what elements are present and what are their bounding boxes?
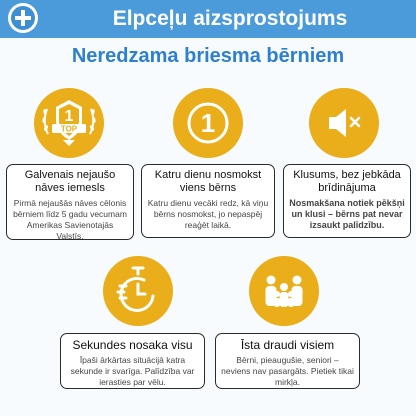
mute-speaker-icon (309, 88, 379, 158)
card-title: Katru dienu nosmokst viens bērns (154, 169, 262, 194)
card-body: Pirmā nejaušās nāves cēlonis bērniem līdz 5 gadu vecumam Amerikas Savienotajās Valstīs. (13, 198, 127, 241)
info-card-threat (215, 333, 360, 389)
card-body: Bērni, pieaugušie, seniori – neviens nav pasargāts. Pietiek tikai mirkļa. (221, 355, 354, 387)
info-card-leading-cause (6, 164, 134, 240)
card-body: Nosmakšana notiek pēkšņi un klusi – bērns pat nevar izsaukt palīdzību. (289, 198, 405, 230)
header-title: Elpceļu aizsprostojums (112, 7, 348, 30)
page-subtitle: Neredzama briesma bērniem (71, 45, 345, 67)
info-card-silence (283, 164, 411, 238)
header-bar (0, 0, 416, 38)
info-card-daily (141, 164, 275, 238)
info-card-seconds (60, 333, 205, 389)
stopwatch-icon (103, 256, 173, 326)
badge-number: 1 (64, 108, 74, 125)
card-title: Galvenais nejaušo nāves iemesls (24, 169, 116, 194)
card-body: Katru dienu vecāki redz, kā viņu bērns nosmokst, jo nepaspēj reaģēt laikā. (147, 198, 269, 230)
card-title: Sekundes nosaka visu (72, 338, 193, 352)
card-body: Īpaši ārkārtas situācijā katra sekunde ir svarīga. Palīdzība var ierasties par vēlu. (70, 355, 195, 387)
card-title: Klusums, bez jebkāda brīdinājuma (293, 169, 401, 194)
card-title: Īsta draudi visiem (240, 338, 335, 352)
family-group-icon (249, 256, 319, 326)
medical-cross-icon (8, 3, 38, 33)
number-one-icon (173, 88, 243, 158)
number-one-glyph: 1 (200, 108, 216, 138)
top-1-badge-icon (34, 88, 104, 158)
badge-top-label: TOP (60, 124, 78, 134)
